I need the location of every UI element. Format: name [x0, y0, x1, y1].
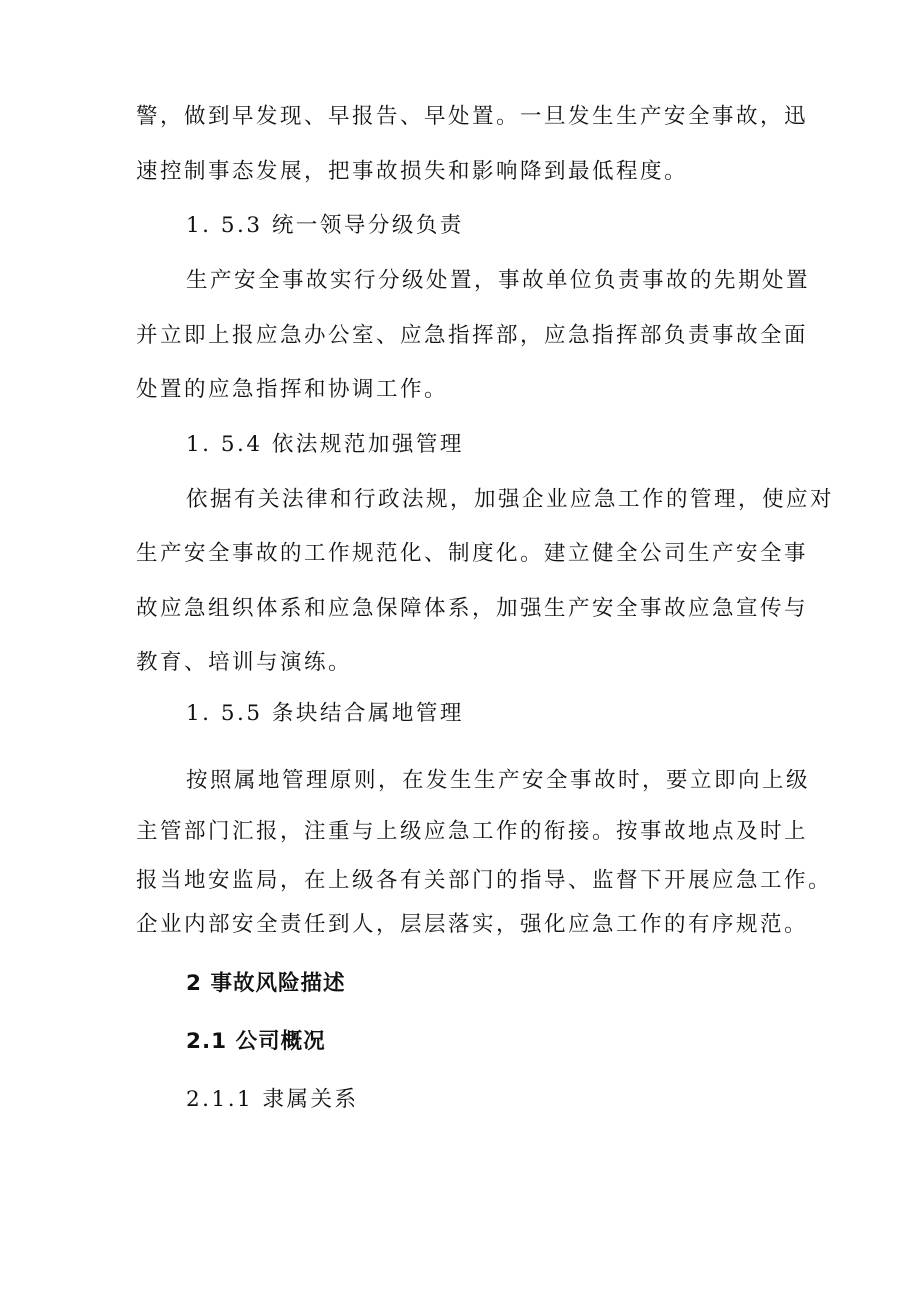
- paragraph-line: 生产安全事故的工作规范化、制度化。建立健全公司生产安全事: [136, 541, 809, 566]
- paragraph-line: 报当地安监局，在上级各有关部门的指导、监督下开展应急工作。: [136, 868, 833, 893]
- paragraph-line: 生产安全事故实行分级处置，事故单位负责事故的先期处置: [186, 268, 811, 293]
- paragraph-line: 主管部门汇报，注重与上级应急工作的衔接。按事故地点及时上: [136, 819, 809, 844]
- chapter-heading-2: 2 事故风险描述: [186, 971, 346, 996]
- section-heading-1-5-4: 1. 5.4 依法规范加强管理: [186, 432, 464, 457]
- paragraph-line: 按照属地管理原则，在发生生产安全事故时，要立即向上级: [186, 768, 811, 793]
- section-heading-2-1: 2.1 公司概况: [186, 1029, 326, 1054]
- paragraph-line: 警，做到早发现、早报告、早处置。一旦发生生产安全事故，迅: [136, 104, 809, 129]
- paragraph-line: 处置的应急指挥和协调工作。: [136, 377, 449, 402]
- paragraph-line: 依据有关法律和行政法规，加强企业应急工作的管理，使应对: [186, 487, 835, 512]
- paragraph-line: 企业内部安全责任到人，层层落实，强化应急工作的有序规范。: [136, 912, 809, 937]
- section-heading-2-1-1: 2.1.1 隶属关系: [186, 1087, 359, 1112]
- paragraph-line: 教育、培训与演练。: [136, 650, 353, 675]
- section-heading-1-5-5: 1. 5.5 条块结合属地管理: [186, 701, 464, 726]
- paragraph-line: 速控制事态发展，把事故损失和影响降到最低程度。: [136, 159, 689, 184]
- section-heading-1-5-3: 1. 5.3 统一领导分级负责: [186, 213, 464, 238]
- paragraph-line: 并立即上报应急办公室、应急指挥部，应急指挥部负责事故全面: [136, 323, 809, 348]
- paragraph-line: 故应急组织体系和应急保障体系，加强生产安全事故应急宣传与: [136, 596, 809, 621]
